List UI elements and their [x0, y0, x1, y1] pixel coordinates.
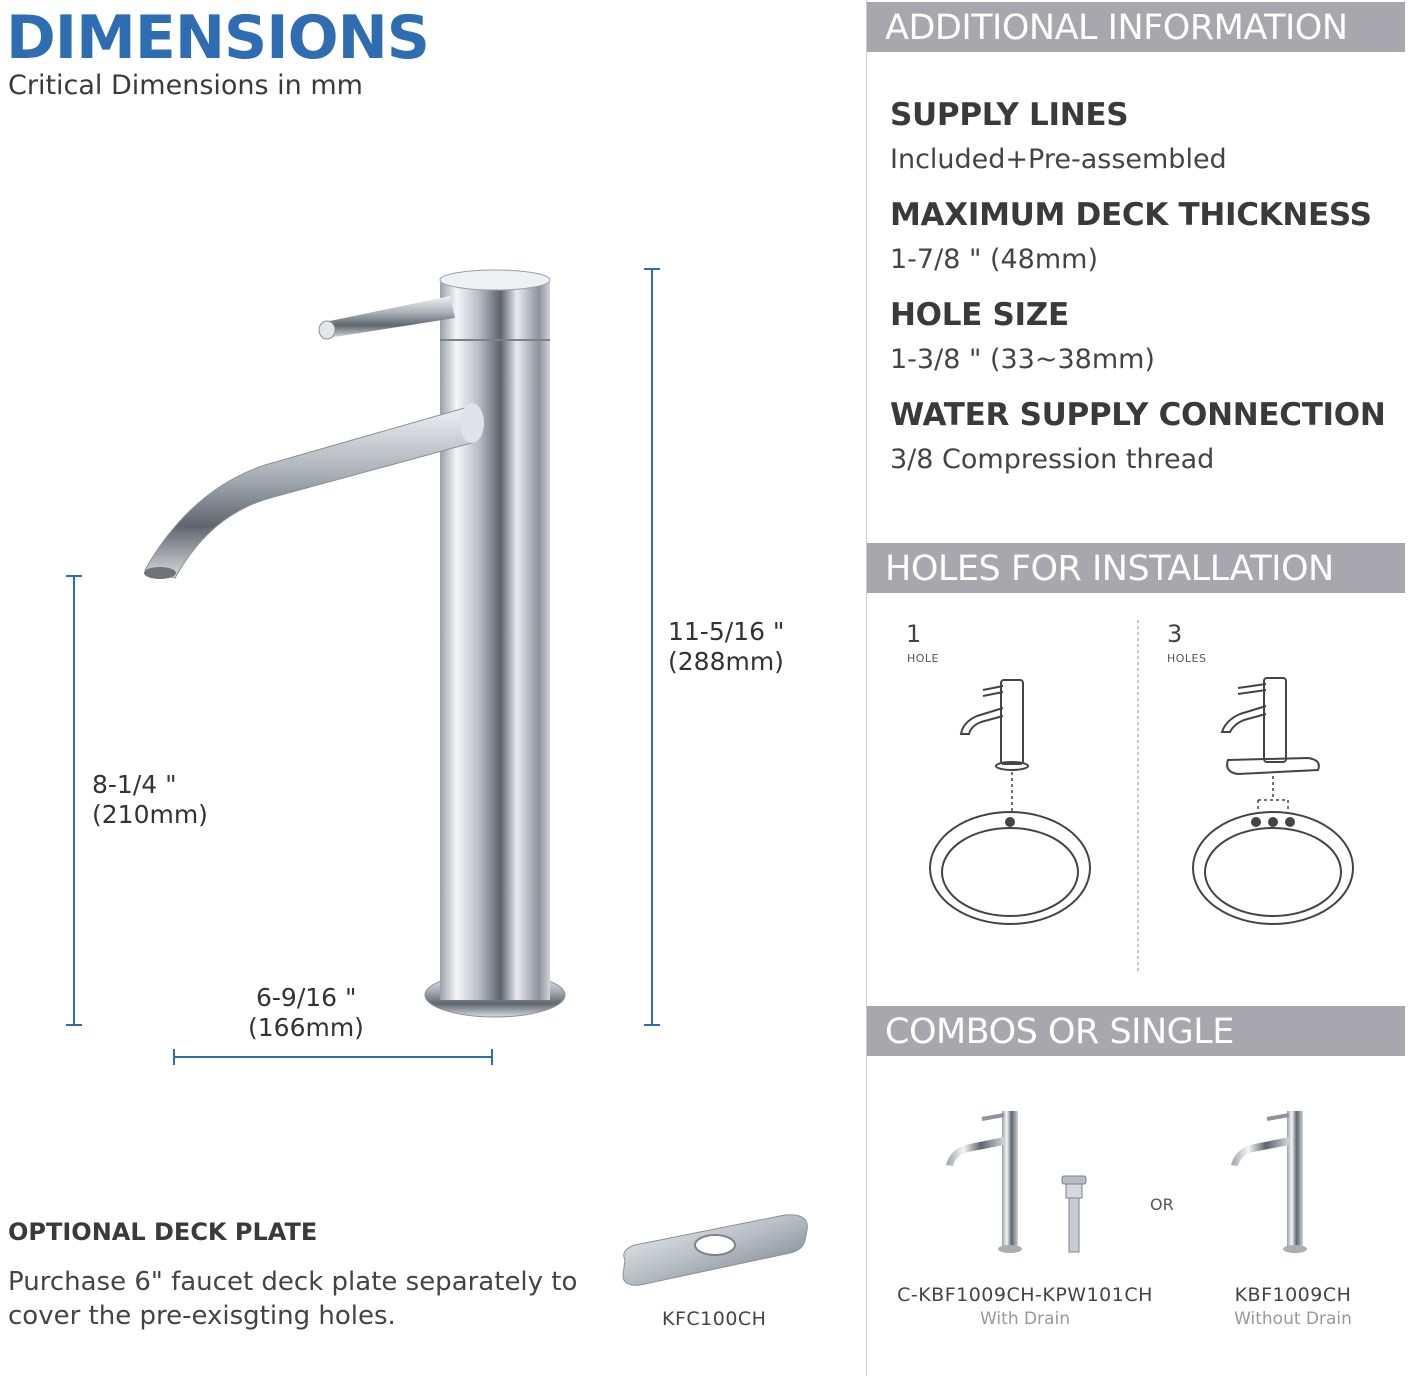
page-subtitle: Critical Dimensions in mm [8, 70, 363, 101]
page-title: DIMENSIONS [6, 3, 430, 73]
height-inches: 11-5/16 " [668, 617, 785, 646]
holes-option-3-label: HOLES [1167, 652, 1207, 665]
single-faucet-icon [1225, 1105, 1315, 1255]
reach-dimension-line [170, 1046, 496, 1068]
holes-heading: HOLES FOR INSTALLATION [867, 543, 1405, 593]
column-divider [866, 0, 867, 1376]
combo-or-label: OR [1150, 1195, 1174, 1214]
drain-icon [1056, 1172, 1092, 1256]
combos-heading: COMBOS OR SINGLE [867, 1006, 1405, 1056]
holes-option-1-number: 1 [906, 620, 922, 648]
holes-option-1-label: HOLE [907, 652, 940, 665]
deck-plate-code: KFC100CH [662, 1308, 767, 1330]
height-mm: (288mm) [668, 647, 784, 676]
holes-divider-dashed [1132, 618, 1144, 974]
combo-code-without-drain: KBF1009CH [1234, 1284, 1352, 1306]
spec-label-hole-size: HOLE SIZE [890, 297, 1069, 333]
spec-value-deck-thickness: 1-7/8 " (48mm) [890, 244, 1098, 275]
spec-label-water-connection: WATER SUPPLY CONNECTION [890, 397, 1386, 433]
spec-value-hole-size: 1-3/8 " (33~38mm) [890, 344, 1155, 375]
deck-plate-title: OPTIONAL DECK PLATE [8, 1218, 318, 1246]
combo-subtitle-without-drain: Without Drain [1234, 1309, 1352, 1329]
three-hole-sink-icon [1188, 672, 1358, 927]
reach-inches: 6-9/16 " [256, 983, 357, 1012]
holes-option-3-number: 3 [1167, 620, 1183, 648]
additional-info-heading: ADDITIONAL INFORMATION [867, 2, 1405, 52]
one-hole-sink-icon [925, 672, 1095, 927]
reach-mm: (166mm) [248, 1013, 364, 1042]
combo-code-with-drain: C-KBF1009CH-KPW101CH [897, 1284, 1153, 1306]
deck-plate-image [615, 1205, 815, 1305]
combo-faucet-icon [940, 1105, 1030, 1255]
deck-plate-description: Purchase 6" faucet deck plate separately to cover the pre-exisgting holes. [8, 1267, 578, 1331]
faucet-illustration [130, 260, 580, 1040]
spout-height-dimension-line [62, 572, 86, 1030]
combo-subtitle-with-drain: With Drain [980, 1309, 1070, 1329]
height-dimension-line [640, 265, 664, 1030]
spout-height-mm: (210mm) [92, 800, 208, 829]
spec-value-water-connection: 3/8 Compression thread [890, 444, 1215, 475]
spec-label-supply-lines: SUPPLY LINES [890, 97, 1129, 133]
spec-value-supply-lines: Included+Pre-assembled [890, 144, 1227, 175]
spec-label-deck-thickness: MAXIMUM DECK THICKNESS [890, 197, 1372, 233]
spout-height-inches: 8-1/4 " [92, 770, 177, 799]
